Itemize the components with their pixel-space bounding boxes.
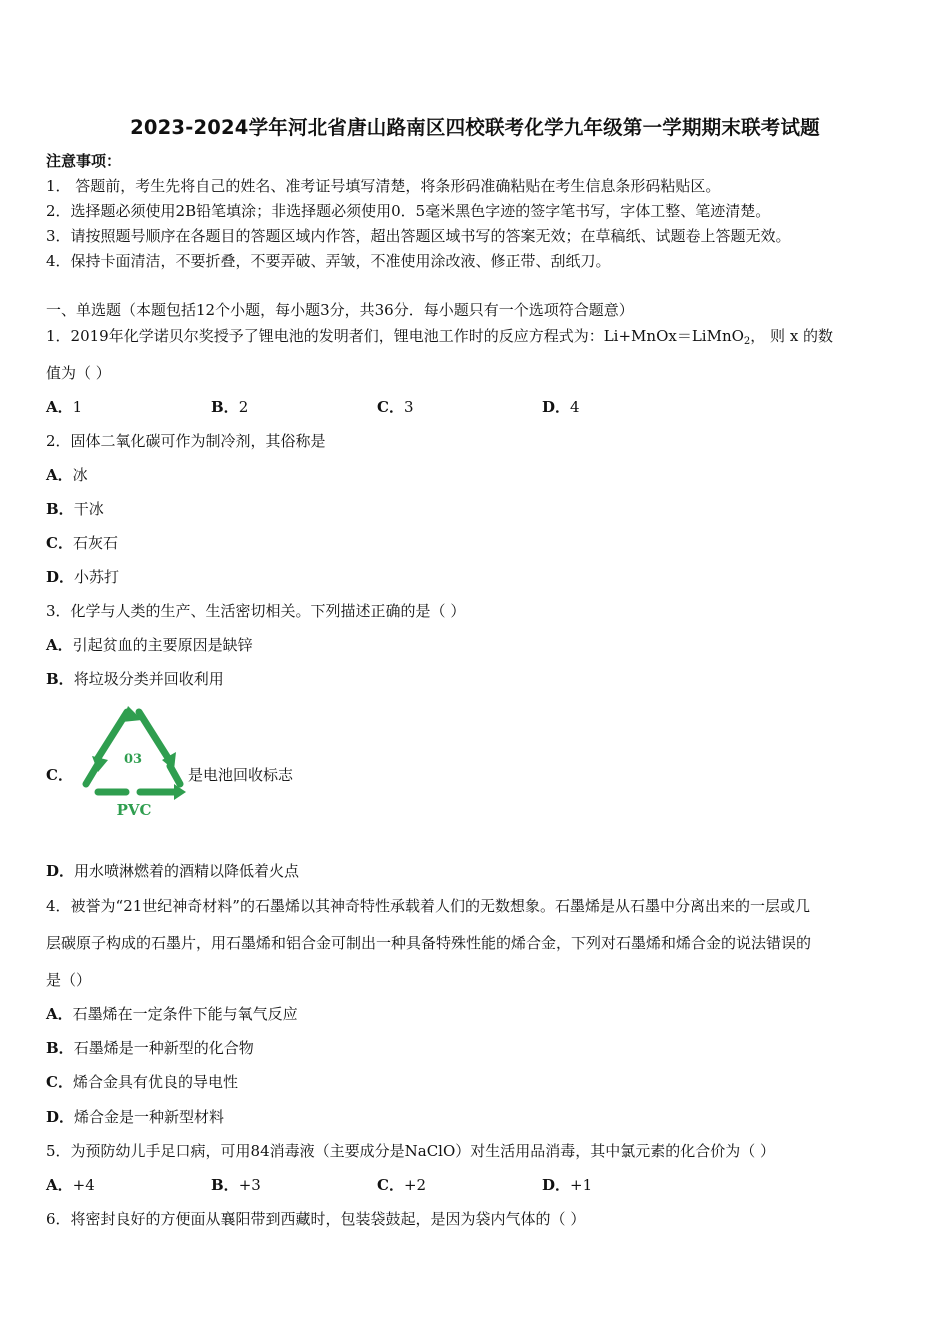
q1-option-b: B．2 [211, 398, 249, 416]
notice-heading: 注意事项： [46, 152, 122, 170]
q4-option-c: C．烯合金具有优良的导电性 [46, 1073, 238, 1091]
recycle-arrow-right [139, 712, 168, 758]
q1-option-c: C．3 [377, 398, 414, 416]
q1-subscript: 2 [743, 336, 751, 347]
q2-option-b: B．干冰 [46, 500, 104, 518]
notice-item: 3．请按照题号顺序在各题目的答题区域内作答，超出答题区域书写的答案无效；在草稿纸、试题卷上答题无效。 [46, 227, 791, 245]
q3-option-c-key: C． [46, 766, 73, 784]
q4-option-a: A．石墨烯在一定条件下能与氧气反应 [46, 1005, 298, 1023]
question-5-stem: 5．为预防幼儿手足口病，可用84消毒液（主要成分是NaClO）对生活用品消毒，其中氯元素的化合价为（ ） [46, 1142, 776, 1160]
q2-option-c: C．石灰石 [46, 534, 118, 552]
notice-item: 2．选择题必须使用2B铅笔填涂；非选择题必须使用0．5毫米黑色字迹的签字笔书写，字体工整、笔迹清楚。 [46, 202, 771, 220]
page-title: 2023-2024学年河北省唐山路南区四校联考化学九年级第一学期期末联考试题 [130, 116, 820, 139]
question-2-stem: 2．固体二氧化碳可作为制冷剂，其俗称是 [46, 432, 326, 450]
q1-option-d: D．4 [542, 398, 580, 416]
q4-option-b: B．石墨烯是一种新型的化合物 [46, 1039, 254, 1057]
q3-option-a: A．引起贫血的主要原因是缺锌 [46, 636, 253, 654]
q3-option-d: D．用水喷淋燃着的酒精以降低着火点 [46, 862, 300, 880]
question-1-stem [46, 326, 916, 352]
q5-option-d: D．+1 [542, 1176, 593, 1194]
q5-option-b: B．+3 [211, 1176, 261, 1194]
question-4-stem-end: 是（） [46, 971, 92, 989]
question-4-stem-cont: 层碳原子构成的石墨片，用石墨烯和铝合金可制出一种具备特殊性能的烯合金，下列对石墨烯和烯合金的说法错误的 [46, 934, 812, 952]
q2-option-a: A．冰 [46, 466, 88, 484]
logo-label: PVC [116, 801, 152, 819]
section-heading: 一、单选题（本题包括12个小题，每小题3分，共36分．每小题只有一个选项符合题意） [46, 301, 634, 319]
q2-option-d: D．小苏打 [46, 568, 120, 586]
q1-option-a: A．1 [46, 398, 83, 416]
q3-option-c-text: 是电池回收标志 [188, 766, 294, 784]
logo-number: 03 [123, 752, 143, 767]
q1-stem-part: ， 则 x 的数 [750, 327, 834, 345]
q3-option-b: B．将垃圾分类并回收利用 [46, 670, 224, 688]
q5-option-c: C．+2 [377, 1176, 427, 1194]
question-3-stem: 3．化学与人类的生产、生活密切相关。下列描述正确的是（ ） [46, 602, 466, 620]
q1-stem-part: 1．2019年化学诺贝尔奖授予了锂电池的发明者们，锂电池工作时的反应方程式为：Li+MnOx＝LiMnO [46, 327, 744, 345]
question-6-stem: 6．将密封良好的方便面从襄阳带到西藏时，包装袋鼓起，是因为袋内气体的（ ） [46, 1210, 586, 1228]
notice-item: 1． 答题前，考生先将自己的姓名、准考证号填写清楚，将条形码准确粘贴在考生信息条形码粘贴区。 [46, 177, 721, 195]
recycle-pvc-icon [78, 702, 188, 822]
question-1-stem-cont: 值为（ ） [46, 364, 111, 382]
notice-item: 4．保持卡面清洁，不要折叠，不要弄破、弄皱，不准使用涂改液、修正带、刮纸刀。 [46, 252, 611, 270]
q4-option-d: D．烯合金是一种新型材料 [46, 1108, 225, 1126]
q5-option-a: A．+4 [46, 1176, 95, 1194]
recycle-arrow-left [98, 712, 127, 758]
question-4-stem: 4．被誉为“21世纪神奇材料”的石墨烯以其神奇特性承载着人们的无数想象。石墨烯是从石墨中分离出来的一层或几 [46, 897, 810, 915]
